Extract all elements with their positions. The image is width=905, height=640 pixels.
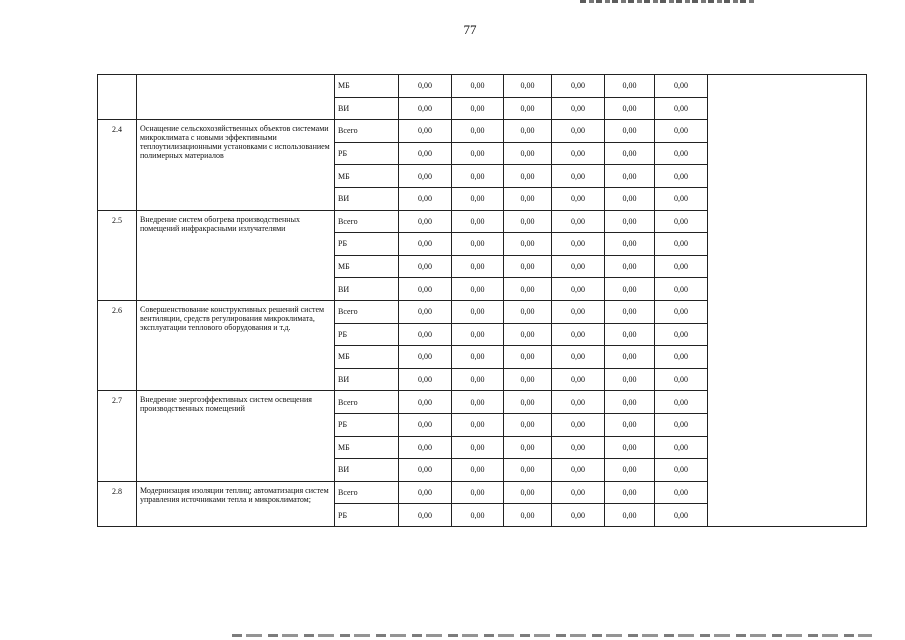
funding-value: 0,00 xyxy=(605,300,655,323)
funding-value: 0,00 xyxy=(655,481,708,504)
table-body xyxy=(98,75,867,527)
funding-source: МБ xyxy=(335,436,399,459)
funding-value: 0,00 xyxy=(504,255,552,278)
funding-value: 0,00 xyxy=(399,142,452,165)
funding-value: 0,00 xyxy=(504,97,552,120)
funding-value: 0,00 xyxy=(605,75,655,98)
page-number: 77 xyxy=(463,22,477,37)
funding-value: 0,00 xyxy=(605,368,655,391)
funding-value: 0,00 xyxy=(399,436,452,459)
funding-value: 0,00 xyxy=(605,391,655,414)
measure-description: Внедрение энергоэффективных систем освещения производственных помещений xyxy=(137,391,335,481)
funding-value: 0,00 xyxy=(399,165,452,188)
funding-source: МБ xyxy=(335,75,399,98)
funding-value: 0,00 xyxy=(504,481,552,504)
funding-value: 0,00 xyxy=(605,459,655,482)
funding-value: 0,00 xyxy=(452,413,504,436)
funding-value: 0,00 xyxy=(504,436,552,459)
funding-value: 0,00 xyxy=(452,278,504,301)
funding-value: 0,00 xyxy=(504,413,552,436)
funding-value: 0,00 xyxy=(504,165,552,188)
funding-value: 0,00 xyxy=(655,278,708,301)
funding-value: 0,00 xyxy=(452,436,504,459)
funding-value: 0,00 xyxy=(452,346,504,369)
funding-value: 0,00 xyxy=(552,165,605,188)
funding-value: 0,00 xyxy=(504,187,552,210)
funding-value: 0,00 xyxy=(552,300,605,323)
funding-value: 0,00 xyxy=(399,278,452,301)
funding-value: 0,00 xyxy=(605,97,655,120)
funding-value: 0,00 xyxy=(605,436,655,459)
funding-value: 0,00 xyxy=(605,187,655,210)
funding-value: 0,00 xyxy=(452,165,504,188)
funding-value: 0,00 xyxy=(605,278,655,301)
funding-value: 0,00 xyxy=(605,142,655,165)
funding-value: 0,00 xyxy=(655,300,708,323)
funding-source: Всего xyxy=(335,481,399,504)
funding-value: 0,00 xyxy=(399,323,452,346)
funding-value: 0,00 xyxy=(655,436,708,459)
funding-value: 0,00 xyxy=(552,481,605,504)
funding-source: ВИ xyxy=(335,278,399,301)
funding-value: 0,00 xyxy=(452,459,504,482)
measure-description: Совершенствование конструктивных решений систем вентиляции, средств регулирования микроклимата, эксплуатации теплового оборудования и т.д. xyxy=(137,300,335,390)
funding-source: МБ xyxy=(335,255,399,278)
measure-description: Модернизация изоляции теплиц; автоматизация систем управления источниками тепла и микроклиматом; xyxy=(137,481,335,526)
funding-value: 0,00 xyxy=(504,142,552,165)
funding-value: 0,00 xyxy=(552,413,605,436)
funding-source: МБ xyxy=(335,346,399,369)
notes-column xyxy=(708,75,867,527)
funding-value: 0,00 xyxy=(655,323,708,346)
funding-value: 0,00 xyxy=(452,187,504,210)
funding-value: 0,00 xyxy=(655,504,708,527)
funding-value: 0,00 xyxy=(504,278,552,301)
funding-value: 0,00 xyxy=(452,233,504,256)
funding-value: 0,00 xyxy=(655,255,708,278)
funding-value: 0,00 xyxy=(399,255,452,278)
funding-value: 0,00 xyxy=(452,97,504,120)
measure-number: 2.8 xyxy=(98,481,137,526)
funding-value: 0,00 xyxy=(399,300,452,323)
funding-value: 0,00 xyxy=(452,323,504,346)
funding-value: 0,00 xyxy=(452,210,504,233)
funding-value: 0,00 xyxy=(552,142,605,165)
funding-value: 0,00 xyxy=(552,255,605,278)
funding-value: 0,00 xyxy=(399,233,452,256)
measure-number xyxy=(98,75,137,120)
funding-source: РБ xyxy=(335,142,399,165)
funding-value: 0,00 xyxy=(504,300,552,323)
funding-value: 0,00 xyxy=(605,255,655,278)
funding-value: 0,00 xyxy=(605,346,655,369)
funding-value: 0,00 xyxy=(552,368,605,391)
funding-value: 0,00 xyxy=(655,346,708,369)
funding-value: 0,00 xyxy=(399,413,452,436)
funding-value: 0,00 xyxy=(655,187,708,210)
funding-value: 0,00 xyxy=(552,504,605,527)
funding-value: 0,00 xyxy=(399,97,452,120)
funding-value: 0,00 xyxy=(552,120,605,143)
funding-value: 0,00 xyxy=(655,233,708,256)
table-row xyxy=(98,75,867,98)
funding-value: 0,00 xyxy=(605,233,655,256)
funding-source: ВИ xyxy=(335,187,399,210)
funding-source: Всего xyxy=(335,120,399,143)
funding-value: 0,00 xyxy=(452,504,504,527)
funding-value: 0,00 xyxy=(452,391,504,414)
measures-table xyxy=(97,74,867,527)
funding-value: 0,00 xyxy=(452,142,504,165)
funding-value: 0,00 xyxy=(452,481,504,504)
funding-source: Всего xyxy=(335,391,399,414)
funding-value: 0,00 xyxy=(399,75,452,98)
funding-value: 0,00 xyxy=(504,210,552,233)
funding-value: 0,00 xyxy=(605,413,655,436)
funding-source: ВИ xyxy=(335,97,399,120)
funding-value: 0,00 xyxy=(655,210,708,233)
funding-value: 0,00 xyxy=(655,413,708,436)
funding-source: Всего xyxy=(335,300,399,323)
measure-description: Оснащение сельскохозяйственных объектов системами микроклимата с новыми эффективными теплоутилизационными установками с использованием полимерных материалов xyxy=(137,120,335,210)
funding-value: 0,00 xyxy=(399,481,452,504)
funding-value: 0,00 xyxy=(655,368,708,391)
funding-value: 0,00 xyxy=(504,323,552,346)
funding-source: ВИ xyxy=(335,368,399,391)
funding-value: 0,00 xyxy=(399,504,452,527)
funding-value: 0,00 xyxy=(655,75,708,98)
funding-source: МБ xyxy=(335,165,399,188)
funding-value: 0,00 xyxy=(655,165,708,188)
funding-value: 0,00 xyxy=(605,504,655,527)
funding-source: РБ xyxy=(335,323,399,346)
funding-value: 0,00 xyxy=(655,120,708,143)
measure-number: 2.7 xyxy=(98,391,137,481)
funding-value: 0,00 xyxy=(605,481,655,504)
funding-value: 0,00 xyxy=(452,368,504,391)
funding-value: 0,00 xyxy=(399,120,452,143)
funding-value: 0,00 xyxy=(504,233,552,256)
scan-artifact-bottom xyxy=(232,634,872,637)
funding-value: 0,00 xyxy=(552,436,605,459)
funding-value: 0,00 xyxy=(552,323,605,346)
funding-value: 0,00 xyxy=(605,165,655,188)
funding-value: 0,00 xyxy=(655,391,708,414)
funding-value: 0,00 xyxy=(655,142,708,165)
measure-number: 2.5 xyxy=(98,210,137,300)
funding-value: 0,00 xyxy=(655,97,708,120)
funding-value: 0,00 xyxy=(552,187,605,210)
funding-value: 0,00 xyxy=(452,300,504,323)
funding-value: 0,00 xyxy=(552,278,605,301)
funding-value: 0,00 xyxy=(504,368,552,391)
funding-value: 0,00 xyxy=(452,120,504,143)
funding-value: 0,00 xyxy=(452,255,504,278)
funding-value: 0,00 xyxy=(452,75,504,98)
funding-source: РБ xyxy=(335,413,399,436)
funding-value: 0,00 xyxy=(605,210,655,233)
scan-artifact-top xyxy=(580,0,755,3)
measure-number: 2.6 xyxy=(98,300,137,390)
funding-value: 0,00 xyxy=(399,346,452,369)
funding-value: 0,00 xyxy=(504,459,552,482)
funding-value: 0,00 xyxy=(605,323,655,346)
funding-value: 0,00 xyxy=(552,346,605,369)
funding-value: 0,00 xyxy=(399,391,452,414)
funding-source: Всего xyxy=(335,210,399,233)
funding-source: ВИ xyxy=(335,459,399,482)
funding-value: 0,00 xyxy=(504,346,552,369)
measure-description: Внедрение систем обогрева производственных помещений инфракрасными излучателями xyxy=(137,210,335,300)
funding-value: 0,00 xyxy=(552,210,605,233)
funding-value: 0,00 xyxy=(552,97,605,120)
funding-value: 0,00 xyxy=(504,391,552,414)
funding-value: 0,00 xyxy=(552,459,605,482)
funding-value: 0,00 xyxy=(552,233,605,256)
funding-value: 0,00 xyxy=(399,368,452,391)
funding-source: РБ xyxy=(335,504,399,527)
measure-number: 2.4 xyxy=(98,120,137,210)
funding-value: 0,00 xyxy=(399,459,452,482)
funding-value: 0,00 xyxy=(504,504,552,527)
funding-value: 0,00 xyxy=(504,75,552,98)
funding-value: 0,00 xyxy=(399,187,452,210)
measure-description xyxy=(137,75,335,120)
funding-value: 0,00 xyxy=(655,459,708,482)
funding-value: 0,00 xyxy=(552,75,605,98)
funding-value: 0,00 xyxy=(399,210,452,233)
funding-value: 0,00 xyxy=(605,120,655,143)
funding-source: РБ xyxy=(335,233,399,256)
funding-value: 0,00 xyxy=(504,120,552,143)
funding-value: 0,00 xyxy=(552,391,605,414)
